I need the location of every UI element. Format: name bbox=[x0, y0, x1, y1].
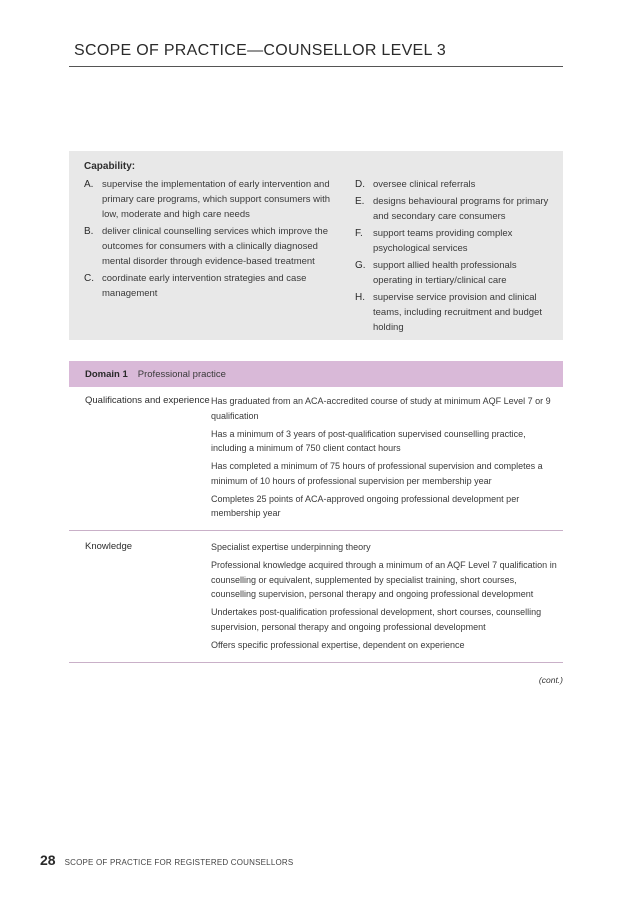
capability-letter: H. bbox=[354, 292, 365, 303]
continued-label: (cont.) bbox=[538, 675, 563, 685]
capability-item-h bbox=[355, 290, 549, 335]
capability-item-b bbox=[84, 224, 344, 269]
domain-header bbox=[69, 361, 563, 387]
page-title: SCOPE OF PRACTICE—COUNSELLOR LEVEL 3 bbox=[74, 42, 447, 59]
capability-text: deliver clinical counselling services which improve the outcomes for consumers with a clinically diagnosed mental disorder through evidence-based treatment bbox=[102, 226, 328, 267]
table-row-knowledge bbox=[69, 531, 563, 663]
row-cell: Has graduated from an ACA-accredited course of study at minimum AQF Level 7 or 9 qualification bbox=[211, 396, 551, 421]
capability-heading: Capability: bbox=[84, 161, 136, 172]
page-footer bbox=[40, 852, 293, 868]
capability-text: support teams providing complex psychological services bbox=[372, 228, 513, 254]
capability-item-g bbox=[355, 258, 549, 288]
capability-letter: C. bbox=[84, 273, 94, 284]
capability-text: supervise service provision and clinical teams, including recruitment and budget holding bbox=[372, 292, 542, 333]
row-cell: Specialist expertise underpinning theory bbox=[211, 542, 371, 552]
capability-column-left bbox=[84, 177, 344, 337]
capability-letter: A. bbox=[84, 179, 94, 190]
capability-item-a bbox=[84, 177, 344, 222]
domain-name: Professional practice bbox=[137, 368, 226, 380]
row-cell: Professional knowledge acquired through a minimum of an AQF Level 7 qualification in counselling or equivalent, supplemented by specialist training, short courses, counselling supervision, personal therapy and ongoing professional development bbox=[211, 560, 557, 599]
capability-column-right bbox=[355, 177, 549, 337]
capability-columns bbox=[84, 177, 549, 337]
capability-item-d bbox=[355, 177, 549, 192]
row-cell: Has completed a minimum of 75 hours of professional supervision and completes a minimum of 10 hours of professional supervision per membership year bbox=[211, 461, 543, 486]
table-row-qualifications bbox=[69, 387, 563, 531]
capability-text: oversee clinical referrals bbox=[372, 179, 476, 190]
page-number: 28 bbox=[40, 852, 56, 868]
row-cell: Completes 25 points of ACA-approved ongoing professional development per membership year bbox=[211, 493, 520, 518]
row-content bbox=[211, 540, 563, 656]
capability-item-e bbox=[355, 194, 549, 224]
capability-box bbox=[69, 151, 563, 340]
capability-text: designs behavioural programs for primary and secondary care consumers bbox=[372, 196, 549, 222]
row-cell: Undertakes post-qualification professional development, short courses, counselling supervision, personal therapy and ongoing professional development bbox=[211, 607, 542, 632]
capability-text: support allied health professionals operating in tertiary/clinical care bbox=[372, 260, 517, 286]
footer-title: SCOPE OF PRACTICE FOR REGISTERED COUNSELLORS bbox=[64, 858, 294, 867]
capability-item-f bbox=[355, 226, 549, 256]
capability-text: supervise the implementation of early intervention and primary care programs, which support consumers with low, moderate and high care needs bbox=[102, 179, 331, 220]
capability-letter: E. bbox=[354, 196, 365, 207]
row-label: Qualifications and experience bbox=[85, 395, 210, 406]
domain-table bbox=[69, 361, 563, 663]
row-cell: Offers specific professional expertise, dependent on experience bbox=[211, 639, 465, 650]
row-content bbox=[211, 394, 563, 524]
capability-letter: D. bbox=[354, 179, 365, 190]
domain-label: Domain 1 bbox=[85, 368, 128, 380]
capability-item-c bbox=[84, 271, 344, 301]
capability-letter: F. bbox=[354, 228, 363, 239]
capability-letter: B. bbox=[84, 226, 94, 237]
capability-letter: G. bbox=[354, 260, 366, 271]
title-divider bbox=[69, 66, 563, 67]
row-label: Knowledge bbox=[85, 541, 133, 552]
capability-text: coordinate early intervention strategies and case management bbox=[102, 273, 307, 299]
row-cell: Has a minimum of 3 years of post-qualification supervised counselling practice, including a minimum of 750 client contact hours bbox=[211, 428, 526, 453]
